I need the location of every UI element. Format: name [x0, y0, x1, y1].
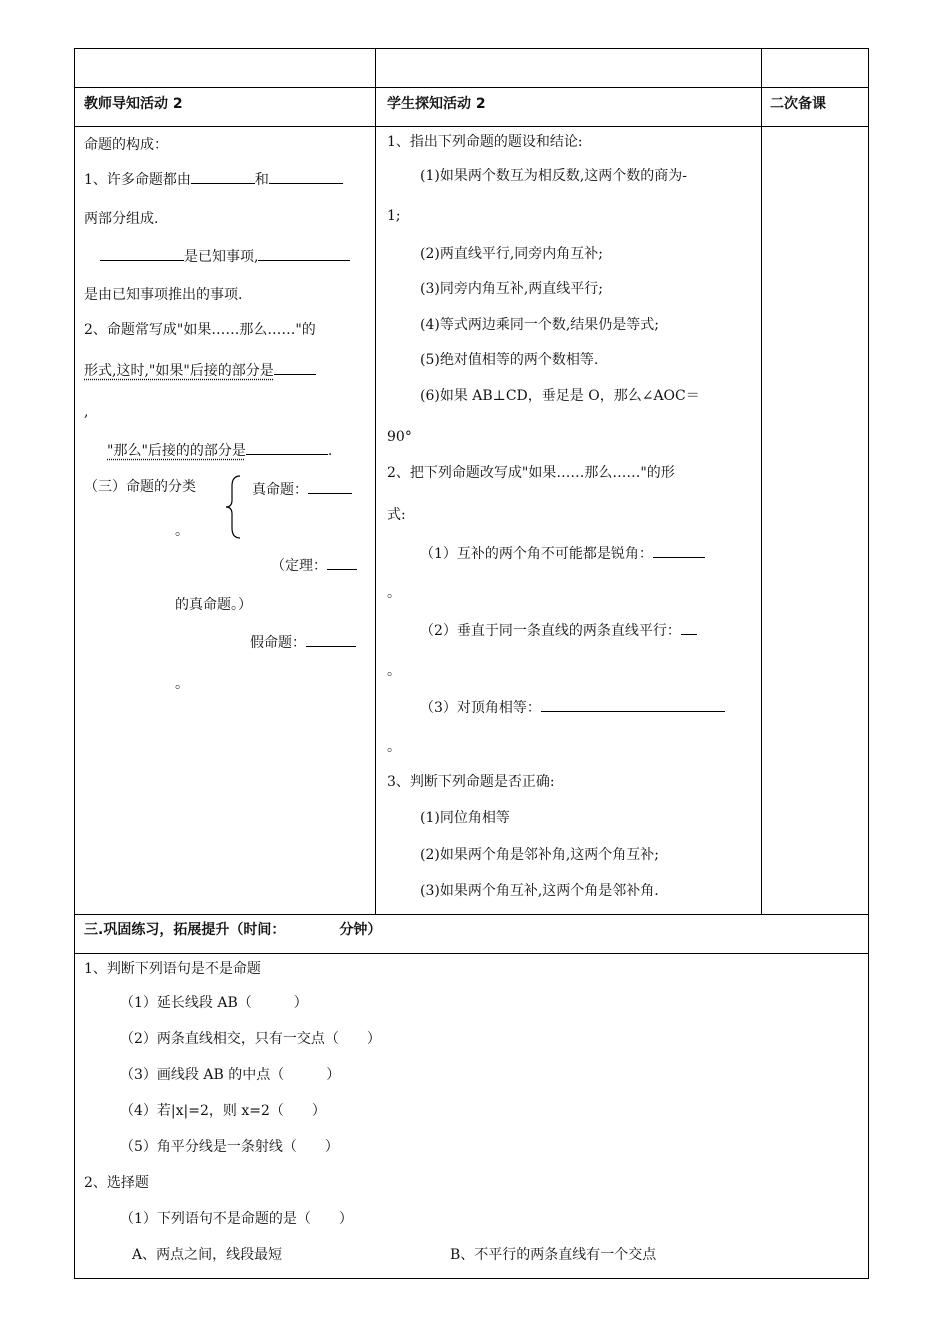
text: 和: [254, 172, 269, 188]
blank: [191, 169, 255, 184]
text: 分钟）: [339, 922, 382, 938]
column-divider-2: [761, 48, 762, 914]
student-line-19: (1)同位角相等: [420, 810, 510, 826]
student-line-5: (3)同旁内角互补,两直线平行;: [420, 281, 603, 297]
student-line-12: [420, 543, 705, 563]
teacher-line-5: 是由已知事项推出的事项.: [84, 287, 243, 303]
teacher-line-12: [271, 555, 357, 575]
teacher-line-3: 两部分组成.: [84, 211, 159, 227]
teacher-line-8: ,: [84, 404, 89, 420]
student-line-2: (1)如果两个数互为相反数,这两个数的商为-: [420, 168, 688, 184]
student-line-14: [420, 620, 697, 640]
blank: [246, 440, 328, 455]
student-line-3: 1;: [387, 208, 401, 224]
teacher-line-1: 命题的构成：: [84, 137, 168, 153]
exercise-1-item-5: （5）角平分线是一条射线（ ）: [120, 1139, 339, 1155]
exercise-1-item-2: （2）两条直线相交，只有一交点（ ）: [120, 1031, 381, 1047]
teacher-line-13: 的真命题。）: [175, 597, 252, 613]
student-line-4: (2)两直线平行,同旁内角互补;: [420, 246, 603, 262]
text: 假命题：: [250, 635, 306, 651]
student-line-11: 式:: [387, 507, 406, 523]
text: 三.巩固练习，拓展提升（时间：: [84, 922, 286, 938]
notes-title: 二次备课: [770, 96, 826, 112]
blank: [306, 632, 356, 647]
row-divider-2: [74, 126, 869, 127]
student-line-16: [420, 697, 725, 717]
teacher-line-10c: [252, 479, 352, 499]
blank: [327, 555, 357, 570]
teacher-line-11: 。: [175, 523, 189, 539]
blank: [274, 360, 316, 375]
student-line-9: 90°: [387, 429, 412, 445]
student-line-21: (3)如果两个角互补,这两个角是邻补角.: [420, 883, 659, 899]
student-line-18: 3、判断下列命题是否正确:: [387, 774, 555, 790]
student-line-20: (2)如果两个角是邻补角,这两个角互补;: [420, 847, 659, 863]
text: 真命题：: [252, 482, 308, 498]
blank: [541, 697, 725, 712]
blank: [681, 620, 697, 635]
lesson-table: [74, 48, 869, 1279]
text: .: [327, 443, 333, 459]
teacher-line-6: 2、命题常写成"如果……那么……"的: [84, 322, 316, 338]
exercise-2: 2、选择题: [84, 1175, 149, 1191]
text: （2）垂直于同一条直线的两条直线平行：: [420, 623, 681, 639]
text: "那么"后接的的部分是: [107, 443, 246, 459]
blank: [269, 169, 343, 184]
teacher-line-2: [84, 169, 343, 189]
text: （1）互补的两个角不可能都是锐角：: [420, 546, 653, 562]
exercise-1-item-4: （4）若|x|=2，则 x=2（ ）: [120, 1103, 326, 1119]
student-line-1: 1、指出下列命题的题设和结论:: [387, 134, 583, 150]
teacher-line-7: [84, 360, 316, 380]
exercise-2-item-1: （1）下列语句不是命题的是（ ）: [120, 1211, 353, 1227]
text: 是已知事项,: [184, 249, 259, 265]
student-line-15: 。: [387, 663, 401, 679]
text: （三）: [84, 479, 126, 495]
student-line-13: 。: [387, 585, 401, 601]
teacher-line-4: [100, 246, 350, 266]
row-divider-3: [74, 914, 869, 915]
column-divider-1: [375, 48, 376, 914]
blank: [258, 246, 350, 261]
choice-a: A、两点之间，线段最短: [132, 1247, 283, 1263]
teacher-line-14: [250, 632, 356, 652]
student-line-7: (5)绝对值相等的两个数相等.: [420, 352, 599, 368]
student-line-6: (4)等式两边乘同一个数,结果仍是等式;: [420, 317, 659, 333]
student-line-8: (6)如果 AB⊥CD，垂足是 O，那么∠AOC＝: [420, 388, 700, 404]
text: （3）对顶角相等：: [420, 700, 541, 716]
teacher-line-9: [107, 440, 332, 460]
row-divider-4: [74, 953, 869, 954]
teacher-line-10: [84, 478, 196, 496]
brace-icon: [224, 474, 244, 540]
teacher-line-15: 。: [175, 676, 189, 692]
blank: [100, 246, 184, 261]
student-line-10: 2、把下列命题改写成"如果……那么……"的形: [387, 465, 675, 481]
exercise-1-item-1: （1）延长线段 AB（ ）: [120, 995, 308, 1011]
text: （定理：: [271, 558, 327, 574]
section-3-title: [84, 921, 381, 939]
choice-b: B、不平行的两条直线有一个交点: [450, 1247, 657, 1263]
teacher-activity-title: 教师导知活动 2: [84, 96, 183, 112]
exercise-1: 1、判断下列语句是不是命题: [84, 961, 261, 977]
text: 形式,这时,"如果"后接的部分是: [84, 363, 274, 379]
blank: [308, 479, 352, 494]
blank: [653, 543, 705, 558]
row-divider-1: [74, 87, 869, 88]
student-line-17: 。: [387, 739, 401, 755]
exercise-1-item-3: （3）画线段 AB 的中点（ ）: [120, 1067, 341, 1083]
text: 1、许多命题都由: [84, 172, 191, 188]
text: 命题的分类: [126, 479, 196, 495]
student-activity-title: 学生探知活动 2: [387, 96, 486, 112]
